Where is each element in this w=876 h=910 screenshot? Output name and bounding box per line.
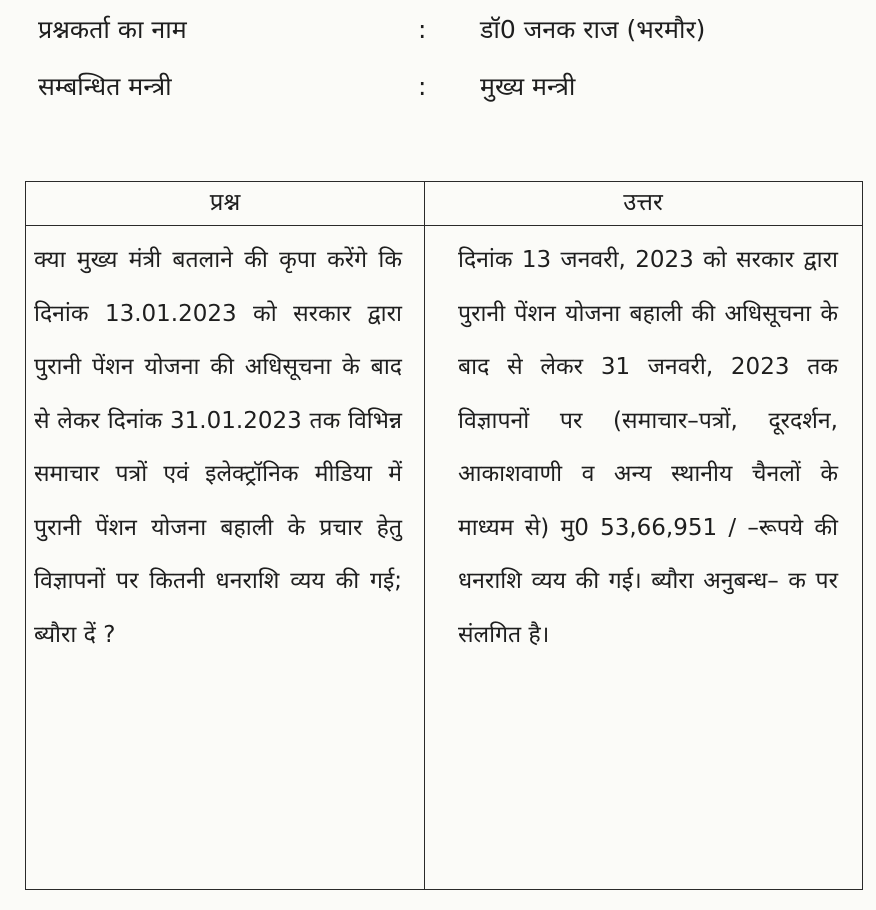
header-divider [26, 225, 862, 226]
minister-row [38, 67, 838, 107]
column-divider [424, 182, 425, 889]
questioner-separator: : [418, 15, 427, 44]
minister-label: सम्बन्धित मन्त्री [38, 72, 172, 101]
questioner-row [38, 10, 838, 50]
questioner-name: डॉ0 जनक राज (भरमौर) [480, 15, 706, 44]
minister-separator: : [418, 72, 427, 101]
question-heading: प्रश्न [209, 188, 241, 216]
answer-text: दिनांक 13 जनवरी, 2023 को सरकार द्वारा पुरानी पेंशन योजना बहाली की अधिसूचना के बाद से लेकर 31 जनवरी, 2023 तक विज्ञापनों पर (समाचार–पत्रों, दूरदर्शन, आकाशवाणी व अन्य स्थानीय चैनलों के माध्यम से) मु0 53,66,951 / –रूपये की धनराशि व्यय की गई। ब्यौरा अनुबन्ध– क पर संलगित है। [458, 247, 838, 648]
question-answer-table [25, 181, 863, 890]
answer-heading: उत्तर [623, 188, 663, 216]
questioner-label: प्रश्नकर्ता का नाम [38, 15, 187, 44]
question-text: क्या मुख्य मंत्री बतलाने की कृपा करेंगे कि दिनांक 13.01.2023 को सरकार द्वारा पुरानी पेंशन योजना की अधिसूचना के बाद से लेकर दिनांक 31.01.2023 तक विभिन्न समाचार पत्रों एवं इलेक्ट्रॉनिक मीडिया में पुरानी पेंशन योजना बहाली के प्रचार हेतु विज्ञापनों पर कितनी धनराशि व्यय की गई; ब्यौरा दें ? [34, 247, 402, 648]
minister-name: मुख्य मन्त्री [480, 72, 576, 101]
